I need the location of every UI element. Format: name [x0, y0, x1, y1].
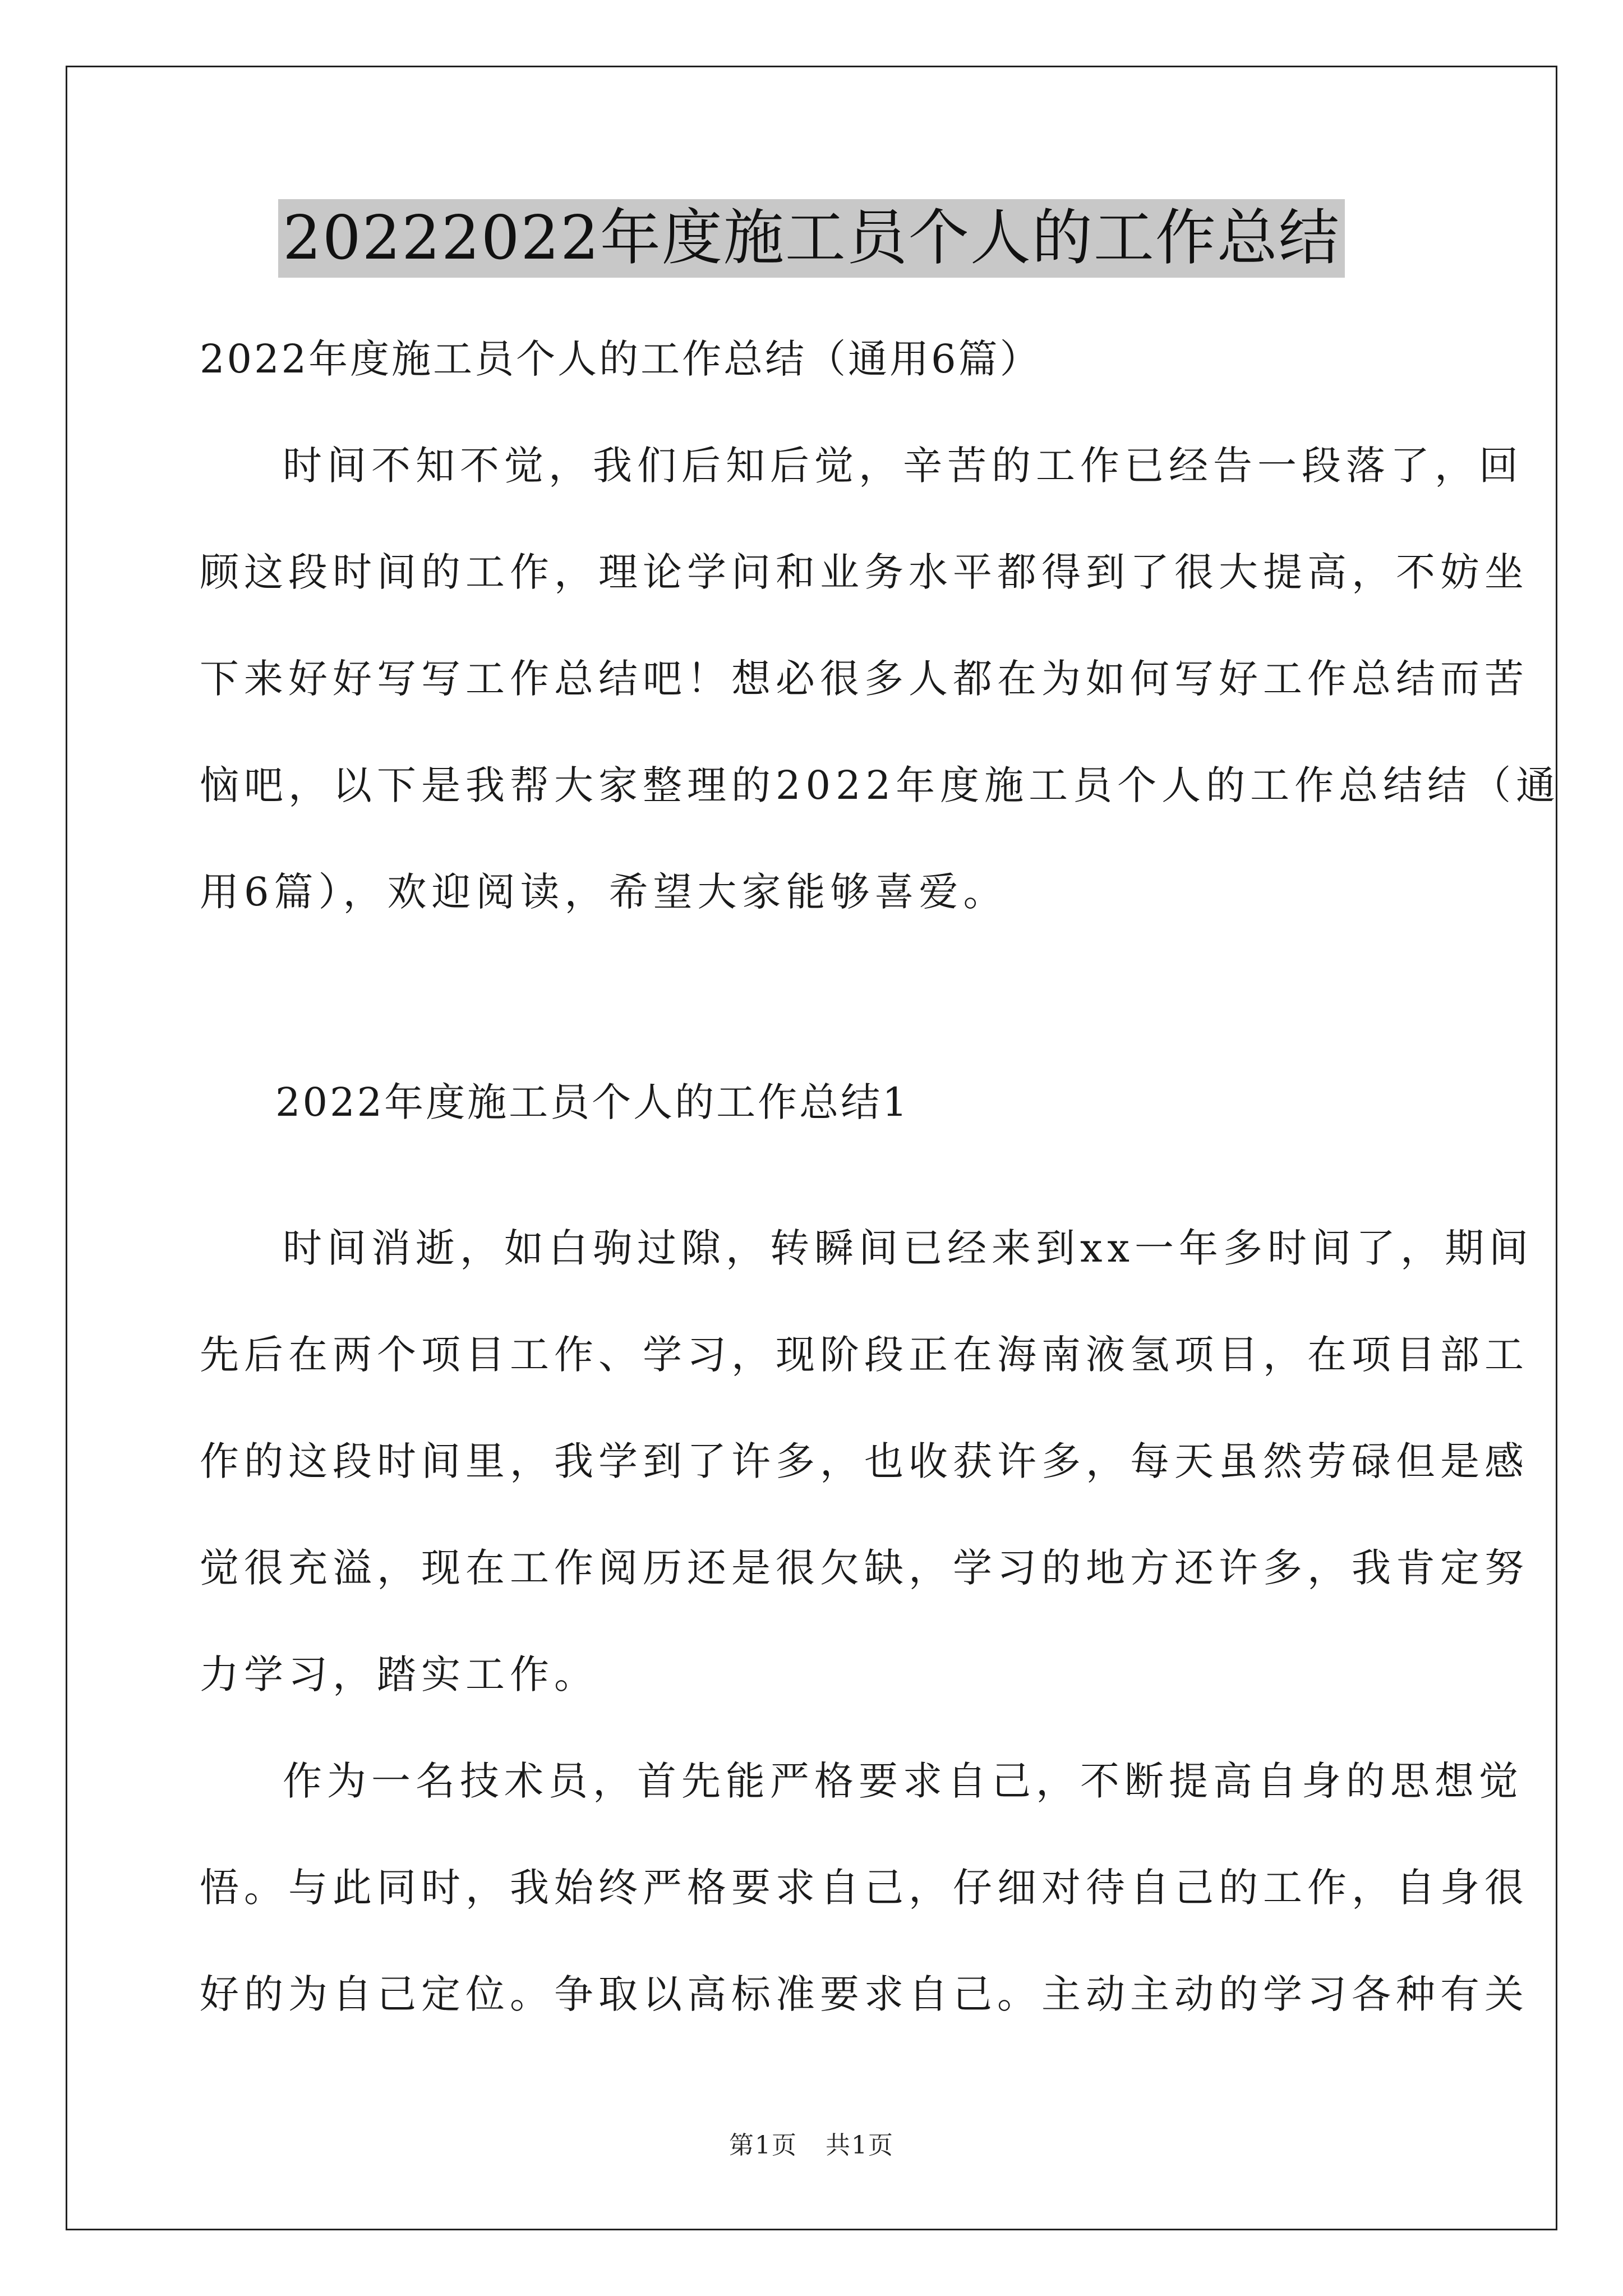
paragraph-line: 力学习，踏实工作。	[200, 1651, 598, 1697]
page-number-total: 共1页	[826, 2131, 894, 2160]
page-footer	[0, 2129, 1623, 2162]
document-title: 20222022年度施工员个人的工作总结	[278, 199, 1345, 278]
paragraph-line: 时间消逝，如白驹过隙，转瞬间已经来到xx一年多时间了，期间	[283, 1225, 1533, 1271]
paragraph-line: 恼吧，以下是我帮大家整理的2022年度施工员个人的工作总结结（通	[200, 762, 1561, 808]
paragraph-line: 好的为自己定位。争取以高标准要求自己。主动主动的学习各种有关	[200, 1971, 1529, 2017]
title-container	[0, 199, 1623, 278]
paragraph-line: 用6篇），欢迎阅读，希望大家能够喜爱。	[200, 869, 1008, 915]
paragraph-line: 顾这段时间的工作，理论学问和业务水平都得到了很大提高，不妨坐	[200, 549, 1529, 595]
intro-paragraph	[200, 412, 1561, 945]
paragraph-line: 觉很充溢，现在工作阅历还是很欠缺，学习的地方还许多，我肯定努	[200, 1545, 1529, 1591]
paragraph-line: 先后在两个项目工作、学习，现阶段正在海南液氢项目，在项目部工	[200, 1332, 1529, 1378]
body-paragraph-2	[200, 1728, 1529, 2047]
document-subtitle: 2022年度施工员个人的工作总结（通用6篇）	[200, 336, 1041, 382]
paragraph-line: 作为一名技术员，首先能严格要求自己，不断提高自身的思想觉	[283, 1758, 1523, 1804]
page-number-current: 第1页	[729, 2131, 797, 2160]
paragraph-line: 时间不知不觉，我们后知后觉，辛苦的工作已经告一段落了，回	[283, 443, 1523, 489]
body-paragraph-1	[200, 1195, 1533, 1728]
paragraph-line: 作的这段时间里，我学到了许多，也收获许多，每天虽然劳碌但是感	[200, 1438, 1529, 1484]
paragraph-line: 下来好好写写工作总结吧！想必很多人都在为如何写好工作总结而苦	[200, 656, 1529, 702]
section-heading: 2022年度施工员个人的工作总结1	[275, 1079, 910, 1125]
document-body	[200, 306, 1561, 2047]
paragraph-line: 悟。与此同时，我始终严格要求自己，仔细对待自己的工作，自身很	[200, 1865, 1529, 1911]
